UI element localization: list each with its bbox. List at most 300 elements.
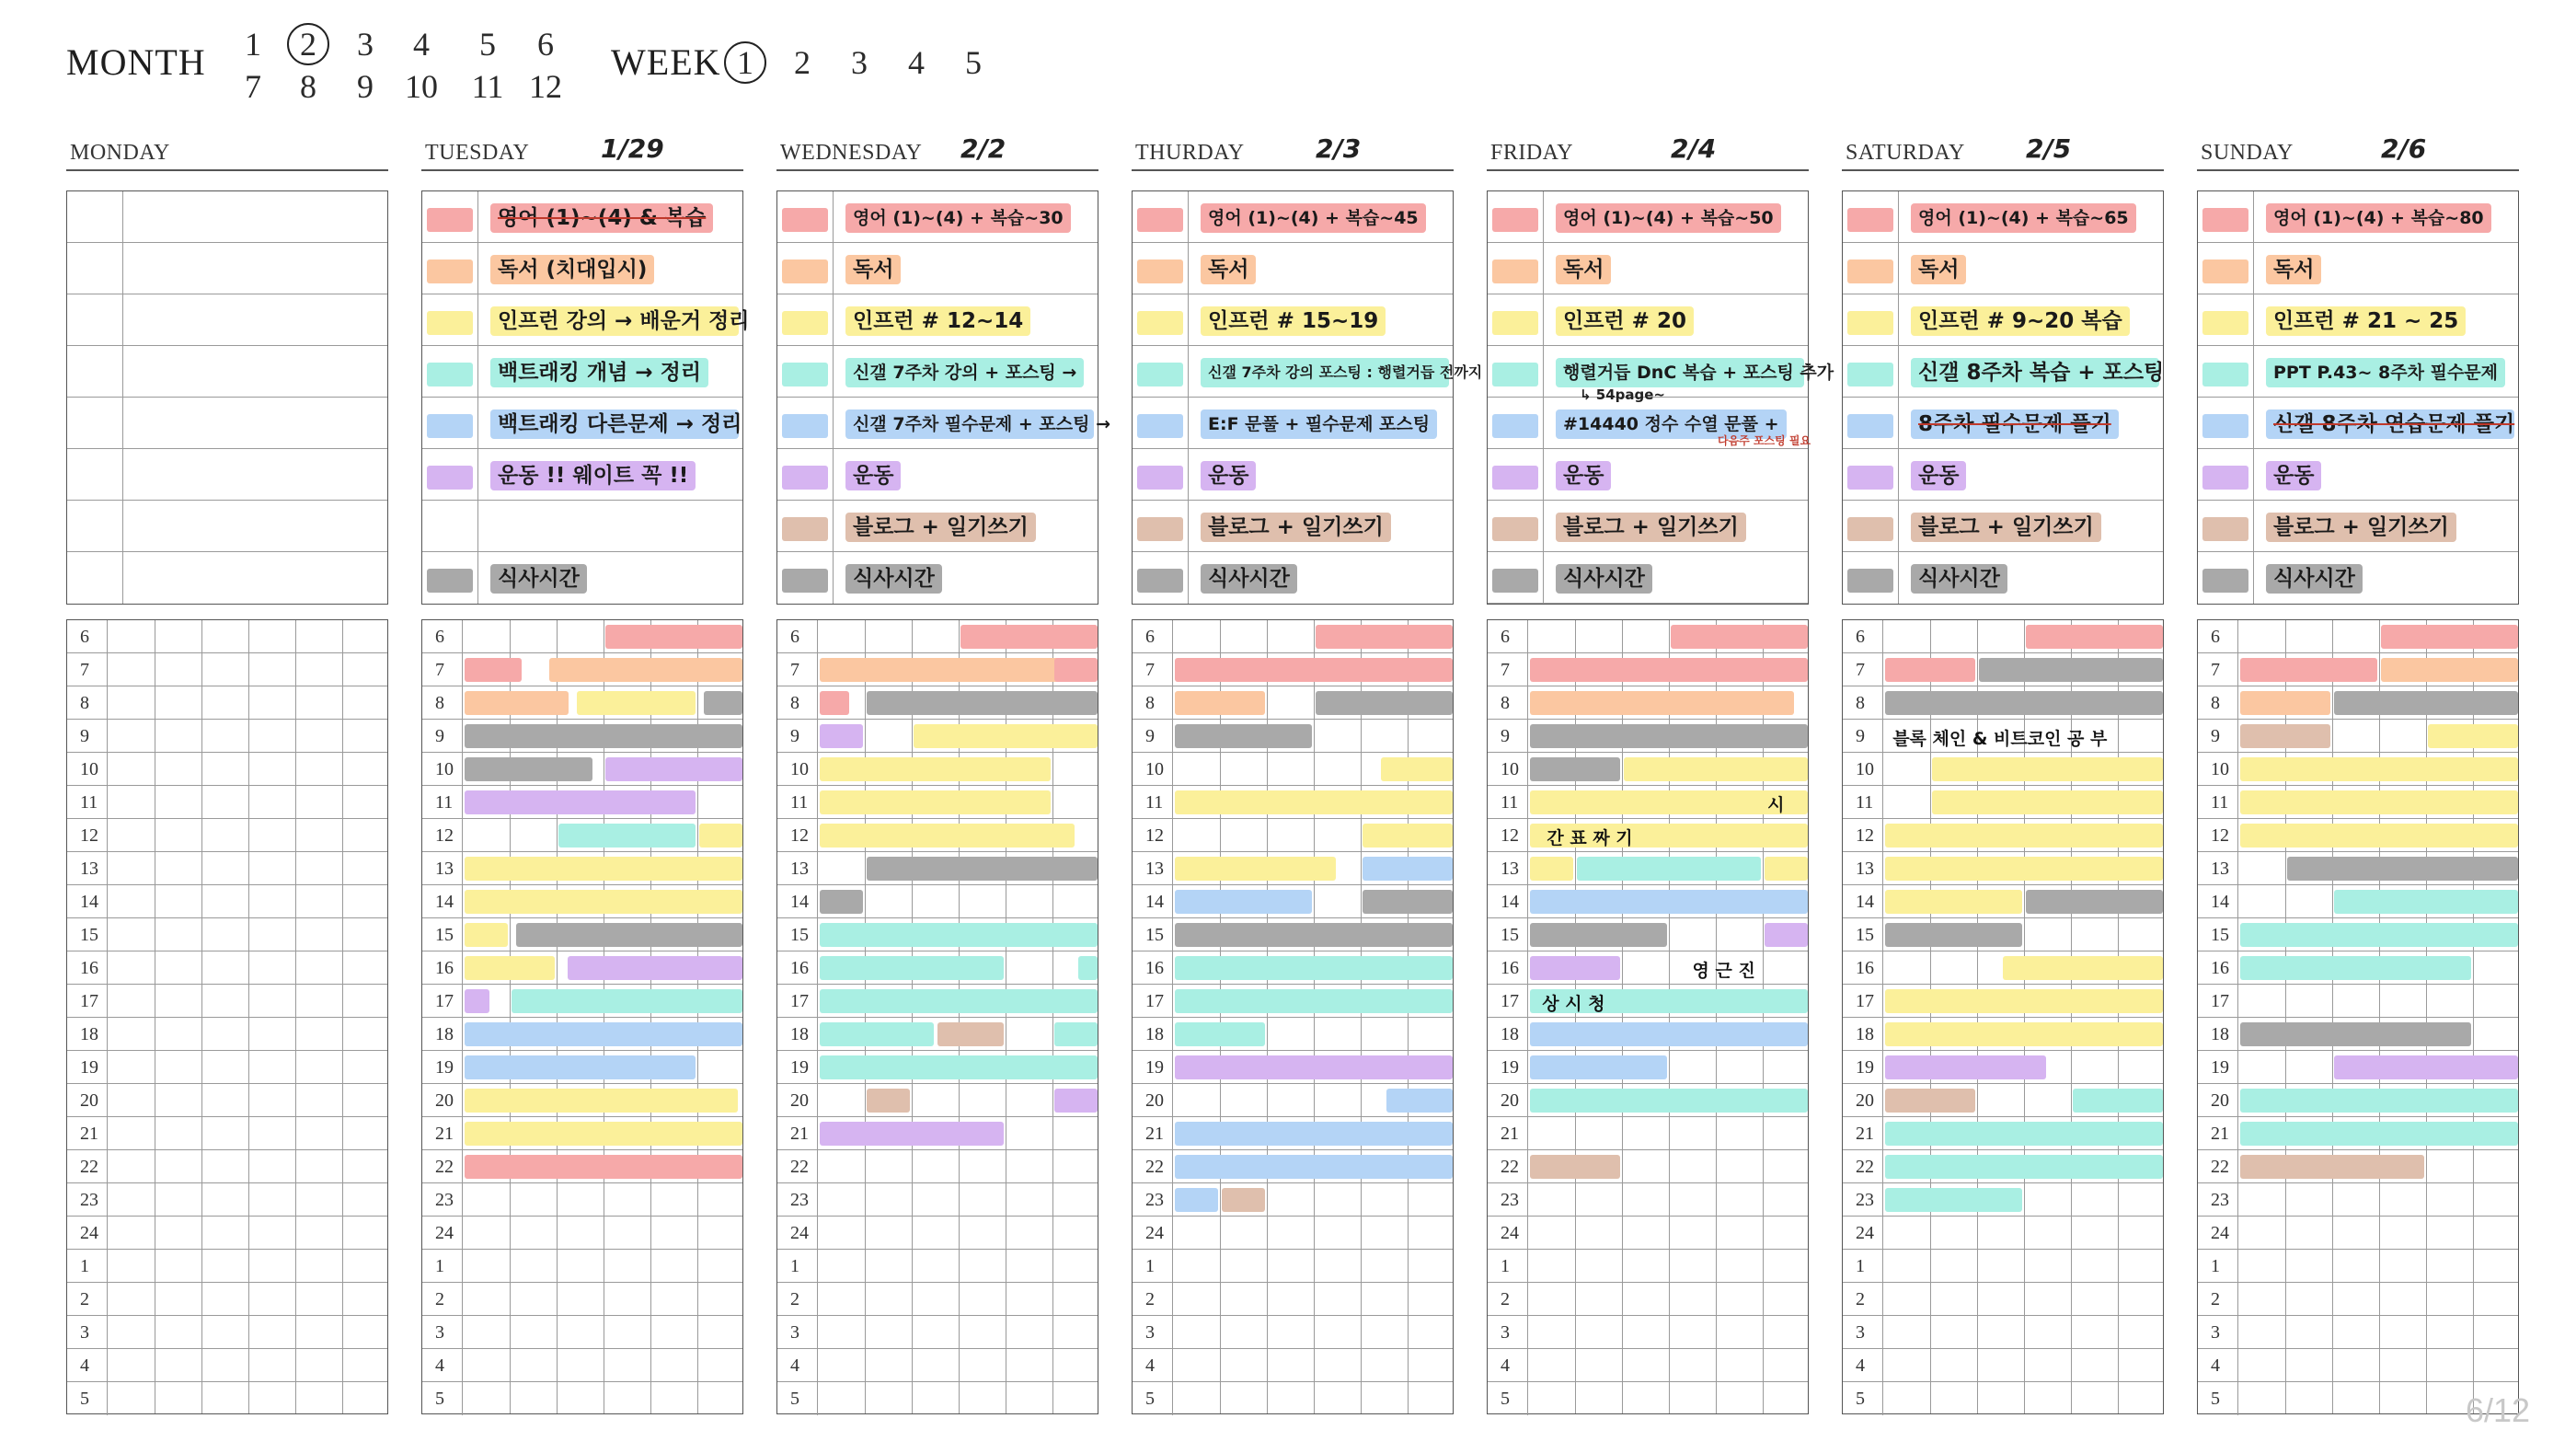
todo-item-text: 식사시간 [1201, 564, 1297, 594]
hour-label: 20 [67, 1084, 108, 1117]
time-block [960, 625, 1098, 649]
hour-label: 24 [1133, 1217, 1173, 1250]
hour-label: 24 [777, 1217, 818, 1250]
hour-label: 18 [1488, 1018, 1528, 1051]
color-swatch [2202, 259, 2248, 283]
color-swatch [782, 363, 828, 386]
hour-label: 22 [1133, 1150, 1173, 1183]
hour-label: 10 [1133, 753, 1173, 786]
hour-row [2198, 1349, 2518, 1382]
hour-label: 17 [777, 985, 818, 1018]
hour-label: 22 [1488, 1150, 1528, 1183]
todo-row[interactable] [777, 243, 1098, 294]
day-header-saturday [1842, 129, 2164, 171]
todo-row[interactable] [67, 294, 387, 346]
hour-label: 3 [422, 1316, 463, 1349]
time-block [1885, 1022, 2163, 1046]
hour-label: 9 [1843, 720, 1883, 753]
hour-label: 13 [2198, 852, 2238, 885]
todo-row[interactable] [1843, 191, 2163, 243]
color-swatch [1137, 363, 1183, 386]
todo-row[interactable] [67, 191, 387, 243]
hour-label: 9 [777, 720, 818, 753]
week-option-1[interactable]: 1 [724, 41, 766, 84]
hour-row [422, 1250, 742, 1283]
time-block [1885, 1055, 2046, 1079]
todo-row[interactable] [1843, 552, 2163, 604]
time-block [1885, 658, 1975, 682]
todo-item-text: 인프런 # 21 ~ 25 [2266, 306, 2466, 336]
todo-row[interactable] [2198, 552, 2518, 604]
todo-row[interactable] [422, 398, 742, 449]
hour-label: 5 [422, 1382, 463, 1415]
time-block [1577, 857, 1761, 881]
time-block [1530, 757, 1620, 781]
hour-label: 18 [2198, 1018, 2238, 1051]
hour-row [67, 1183, 387, 1217]
time-block [1885, 1188, 2022, 1212]
time-block [2381, 658, 2518, 682]
hour-row [67, 620, 387, 653]
hour-label: 22 [422, 1150, 463, 1183]
todo-row[interactable] [1488, 243, 1808, 294]
hour-row [1843, 1217, 2163, 1250]
hour-label: 4 [777, 1349, 818, 1382]
todo-item-text: 독서 [1556, 255, 1611, 284]
month-option-2[interactable]: 2 [287, 23, 329, 65]
day-date: 1/29 [601, 133, 664, 164]
grid-column-line [295, 620, 296, 1413]
month-option-1[interactable]: 1 [245, 26, 261, 63]
todo-row[interactable] [1843, 501, 2163, 552]
time-block [1530, 691, 1794, 715]
time-block [867, 1089, 910, 1113]
hour-label: 23 [777, 1183, 818, 1217]
month-option-12[interactable]: 12 [529, 68, 562, 105]
hour-label: 4 [2198, 1349, 2238, 1382]
hour-label: 2 [422, 1283, 463, 1316]
day-name: SUNDAY [2201, 141, 2294, 165]
todo-row[interactable] [777, 501, 1098, 552]
grid-note: 상 시 청 [1542, 994, 1605, 1014]
hour-label: 21 [2198, 1117, 2238, 1150]
todo-item-text: 블로그 + 일기쓰기 [1911, 513, 2101, 542]
month-option-8[interactable]: 8 [300, 68, 316, 105]
month-option-4[interactable]: 4 [413, 26, 430, 63]
time-block [867, 857, 1098, 881]
todo-row[interactable] [422, 346, 742, 398]
time-block [1175, 691, 1265, 715]
time-block [820, 1055, 1098, 1079]
hour-label: 19 [1133, 1051, 1173, 1084]
todo-item-text: 식사시간 [490, 564, 587, 594]
todo-row[interactable] [1133, 243, 1453, 294]
todo-row[interactable] [777, 346, 1098, 398]
hour-label: 1 [1843, 1250, 1883, 1283]
week-option-5[interactable]: 5 [965, 44, 982, 81]
color-swatch [1492, 517, 1538, 541]
todo-row[interactable] [67, 449, 387, 501]
hour-label: 3 [777, 1316, 818, 1349]
hour-label: 7 [1488, 653, 1528, 686]
hour-row [1488, 1382, 1808, 1415]
hour-row [1488, 1183, 1808, 1217]
month-option-7[interactable]: 7 [245, 68, 261, 105]
todo-row[interactable] [67, 552, 387, 604]
color-swatch [782, 466, 828, 490]
todo-item-text: 영어 (1)~(4) + 복습~50 [1556, 203, 1781, 233]
week-option-4[interactable]: 4 [908, 44, 925, 81]
time-block [1885, 1155, 2163, 1179]
color-swatch [2202, 414, 2248, 438]
todo-item-text: 식사시간 [845, 564, 942, 594]
hour-row [67, 1382, 387, 1415]
hour-label: 15 [2198, 918, 2238, 951]
hour-row [67, 1217, 387, 1250]
todo-row[interactable] [67, 243, 387, 294]
time-block [465, 1155, 742, 1179]
time-block [605, 757, 742, 781]
time-block [1885, 890, 2022, 914]
time-block [1175, 1122, 1453, 1146]
time-grid-wednesday [776, 619, 1098, 1414]
hour-label: 1 [777, 1250, 818, 1283]
time-block [465, 857, 742, 881]
hour-label: 10 [422, 753, 463, 786]
todo-row[interactable] [1488, 294, 1808, 346]
day-name: SATURDAY [1846, 141, 1965, 165]
hour-row [67, 1117, 387, 1150]
todo-row[interactable] [1843, 346, 2163, 398]
hour-label: 10 [2198, 753, 2238, 786]
hour-label: 7 [1843, 653, 1883, 686]
hour-row [777, 1349, 1098, 1382]
time-block [1363, 857, 1453, 881]
todo-item-text: 블로그 + 일기쓰기 [2266, 513, 2456, 542]
hour-label: 24 [1843, 1217, 1883, 1250]
hour-row [67, 1084, 387, 1117]
hour-label: 3 [67, 1316, 108, 1349]
time-block [465, 890, 742, 914]
todo-row[interactable] [422, 449, 742, 501]
hour-label: 14 [67, 885, 108, 918]
time-block [605, 625, 742, 649]
todo-row[interactable] [2198, 501, 2518, 552]
todo-item-text: 8주차 필수문제 풀기 [1911, 409, 2119, 439]
todo-row[interactable] [422, 243, 742, 294]
day-header-monday [66, 129, 388, 171]
todo-row[interactable] [1488, 501, 1808, 552]
hour-label: 8 [67, 686, 108, 720]
hour-label: 13 [67, 852, 108, 885]
hour-label: 1 [67, 1250, 108, 1283]
grid-note: 간 표 짜 기 [1547, 828, 1633, 848]
grid-column-line [2379, 620, 2380, 1413]
todo-item-text: 인프런 # 9~20 복습 [1911, 306, 2130, 336]
time-block [1175, 857, 1336, 881]
time-block [2026, 625, 2163, 649]
todo-row[interactable] [1133, 191, 1453, 243]
hour-label: 15 [1488, 918, 1528, 951]
todo-row[interactable] [67, 346, 387, 398]
hour-label: 20 [1133, 1084, 1173, 1117]
grid-column-line [201, 620, 202, 1413]
hour-label: 11 [777, 786, 818, 819]
time-block [2240, 923, 2518, 947]
month-option-10[interactable]: 10 [405, 68, 438, 105]
todo-row[interactable] [1843, 243, 2163, 294]
color-swatch [1847, 311, 1893, 335]
hour-label: 8 [1488, 686, 1528, 720]
hour-label: 23 [2198, 1183, 2238, 1217]
hour-row [1843, 1349, 2163, 1382]
time-block [1671, 625, 1808, 649]
todo-row[interactable] [777, 398, 1111, 449]
todo-row[interactable] [777, 191, 1098, 243]
time-block [1222, 1188, 1265, 1212]
todo-row[interactable] [1133, 552, 1453, 604]
todo-row[interactable] [2198, 346, 2518, 398]
todo-row[interactable] [1843, 294, 2163, 346]
time-block [1624, 757, 1808, 781]
color-swatch [1492, 414, 1538, 438]
hour-label: 24 [422, 1217, 463, 1250]
grid-column-line [1408, 620, 1409, 1413]
hour-row [1133, 1382, 1453, 1415]
hour-row [1488, 1316, 1808, 1349]
hour-label: 12 [1488, 819, 1528, 852]
hour-row [777, 1150, 1098, 1183]
hour-label: 3 [2198, 1316, 2238, 1349]
hour-label: 11 [1133, 786, 1173, 819]
color-swatch [1137, 517, 1183, 541]
todo-row[interactable] [422, 552, 742, 604]
hour-label: 17 [1488, 985, 1528, 1018]
todo-row[interactable] [2198, 243, 2518, 294]
todo-item-text: PPT P.43~ 8주차 필수문제 [2266, 358, 2505, 387]
hour-label: 24 [67, 1217, 108, 1250]
todo-row[interactable] [2198, 294, 2518, 346]
hour-row [422, 1283, 742, 1316]
hour-label: 1 [1133, 1250, 1173, 1283]
week-option-2[interactable]: 2 [794, 44, 811, 81]
todo-item-text: 신갤 7주차 강의 포스팅 : 행렬거듭 전까지 [1201, 358, 1449, 387]
color-swatch [427, 259, 473, 283]
time-block [1078, 956, 1098, 980]
hour-label: 18 [1133, 1018, 1173, 1051]
hour-label: 16 [1488, 951, 1528, 985]
todo-item-text: 백트래킹 다른문제 → 정리 [490, 409, 739, 439]
time-block [704, 691, 742, 715]
month-option-6[interactable]: 6 [537, 26, 554, 63]
day-header-friday [1487, 129, 1809, 171]
todo-row[interactable] [777, 294, 1098, 346]
hour-row [67, 720, 387, 753]
time-block [820, 989, 1098, 1013]
time-grid-tuesday [421, 619, 743, 1414]
hour-row [67, 1018, 387, 1051]
hour-row [67, 653, 387, 686]
color-swatch [782, 259, 828, 283]
hour-row [67, 1051, 387, 1084]
month-option-5[interactable]: 5 [479, 26, 496, 63]
time-block [1054, 1089, 1098, 1113]
time-block [2240, 1122, 2518, 1146]
time-block [937, 1022, 1005, 1046]
hour-label: 5 [777, 1382, 818, 1415]
time-block [2026, 890, 2163, 914]
time-block [820, 956, 1004, 980]
hour-label: 23 [67, 1183, 108, 1217]
todo-item-text: 영어 (1)~(4) + 복습~80 [2266, 203, 2491, 233]
week-label: WEEK [611, 41, 721, 83]
hour-row [67, 985, 387, 1018]
grid-column-line [865, 620, 866, 1413]
color-swatch [427, 208, 473, 232]
day-name: TUESDAY [425, 141, 530, 165]
todo-row[interactable] [1133, 294, 1453, 346]
time-block [1381, 757, 1453, 781]
hour-label: 10 [1843, 753, 1883, 786]
grid-column-line [2332, 620, 2333, 1413]
todo-row[interactable] [1133, 449, 1453, 501]
time-block [820, 658, 1064, 682]
time-block [2240, 790, 2518, 814]
day-name: MONDAY [70, 141, 170, 165]
time-block [820, 923, 1098, 947]
todo-row[interactable] [1133, 501, 1453, 552]
time-block [820, 790, 1051, 814]
todo-list-sunday [2197, 190, 2519, 605]
todo-row[interactable] [777, 449, 1098, 501]
color-swatch [1137, 259, 1183, 283]
hour-label: 17 [67, 985, 108, 1018]
hour-row [422, 1183, 742, 1217]
todo-row[interactable] [2198, 449, 2518, 501]
hour-row [67, 852, 387, 885]
hour-label: 4 [1133, 1349, 1173, 1382]
hour-label: 6 [67, 620, 108, 653]
todo-item-text: 신갤 8주차 복습 + 포스팅 [1911, 358, 2159, 387]
time-block [568, 956, 742, 980]
todo-row[interactable] [1843, 449, 2163, 501]
todo-row[interactable] [777, 552, 1098, 604]
hour-label: 11 [1843, 786, 1883, 819]
todo-row[interactable] [1488, 552, 1808, 604]
hour-label: 16 [422, 951, 463, 985]
todo-row[interactable] [2198, 191, 2518, 243]
hour-label: 8 [777, 686, 818, 720]
hour-label: 15 [777, 918, 818, 951]
todo-row[interactable] [2198, 398, 2518, 449]
hour-label: 1 [1488, 1250, 1528, 1283]
hour-label: 15 [1133, 918, 1173, 951]
hour-label: 16 [2198, 951, 2238, 985]
month-option-3[interactable]: 3 [357, 26, 374, 63]
color-swatch [427, 414, 473, 438]
hour-label: 13 [1488, 852, 1528, 885]
todo-row[interactable] [1133, 346, 1483, 398]
todo-row[interactable] [67, 398, 387, 449]
hour-label: 3 [1133, 1316, 1173, 1349]
hour-row [1133, 1316, 1453, 1349]
week-option-3[interactable]: 3 [851, 44, 868, 81]
month-option-9[interactable]: 9 [357, 68, 374, 105]
time-block [2381, 625, 2518, 649]
hour-label: 9 [67, 720, 108, 753]
time-block [1054, 1022, 1098, 1046]
todo-item-text: 식사시간 [1556, 564, 1652, 594]
time-block [2334, 890, 2518, 914]
todo-row[interactable] [1488, 449, 1808, 501]
hour-label: 15 [1843, 918, 1883, 951]
hour-row [67, 885, 387, 918]
hour-label: 18 [1843, 1018, 1883, 1051]
time-block [820, 757, 1051, 781]
color-swatch [782, 414, 828, 438]
hour-label: 4 [67, 1349, 108, 1382]
todo-row[interactable] [1133, 398, 1453, 449]
todo-row[interactable] [422, 501, 742, 552]
time-block [2240, 1089, 2518, 1113]
planner-header [0, 0, 2576, 129]
todo-row[interactable] [1488, 191, 1808, 243]
todo-row[interactable] [1843, 398, 2163, 449]
hour-label: 19 [2198, 1051, 2238, 1084]
time-block [1885, 1122, 2163, 1146]
todo-item-text: #14440 정수 수열 문풀 + [1556, 409, 1787, 439]
hour-row [2198, 1183, 2518, 1217]
day-date: 2/5 [2026, 133, 2072, 164]
month-label: MONTH [66, 41, 206, 83]
todo-row[interactable] [422, 294, 750, 346]
time-block [1175, 956, 1453, 980]
hour-label: 22 [1843, 1150, 1883, 1183]
color-swatch [2202, 466, 2248, 490]
todo-item-text: 신갤 7주차 강의 + 포스팅 → [845, 358, 1084, 387]
hour-label: 6 [422, 620, 463, 653]
time-block [2428, 724, 2518, 748]
time-block [820, 824, 1075, 848]
day-date: 2/4 [1671, 133, 1717, 164]
hour-label: 19 [1488, 1051, 1528, 1084]
time-block [699, 824, 742, 848]
hour-row [2198, 1283, 2518, 1316]
time-block [1316, 691, 1453, 715]
todo-row[interactable] [422, 191, 742, 243]
hour-row [1133, 1283, 1453, 1316]
todo-item-text: 운동 [1201, 461, 1256, 490]
hour-label: 1 [422, 1250, 463, 1283]
day-name: FRIDAY [1490, 141, 1574, 165]
hour-label: 23 [422, 1183, 463, 1217]
day-header-tuesday [421, 129, 743, 171]
month-option-11[interactable]: 11 [471, 68, 504, 105]
hour-row [1843, 1316, 2163, 1349]
color-swatch [427, 569, 473, 593]
hour-label: 23 [1843, 1183, 1883, 1217]
hour-label: 6 [1843, 620, 1883, 653]
todo-item-text: 블로그 + 일기쓰기 [845, 513, 1036, 542]
hour-label: 7 [777, 653, 818, 686]
hour-row [1488, 1250, 1808, 1283]
time-block [465, 724, 742, 748]
time-block [1530, 857, 1573, 881]
hour-label: 16 [1843, 951, 1883, 985]
hour-row [67, 1283, 387, 1316]
todo-row[interactable] [67, 501, 387, 552]
time-block [465, 989, 489, 1013]
